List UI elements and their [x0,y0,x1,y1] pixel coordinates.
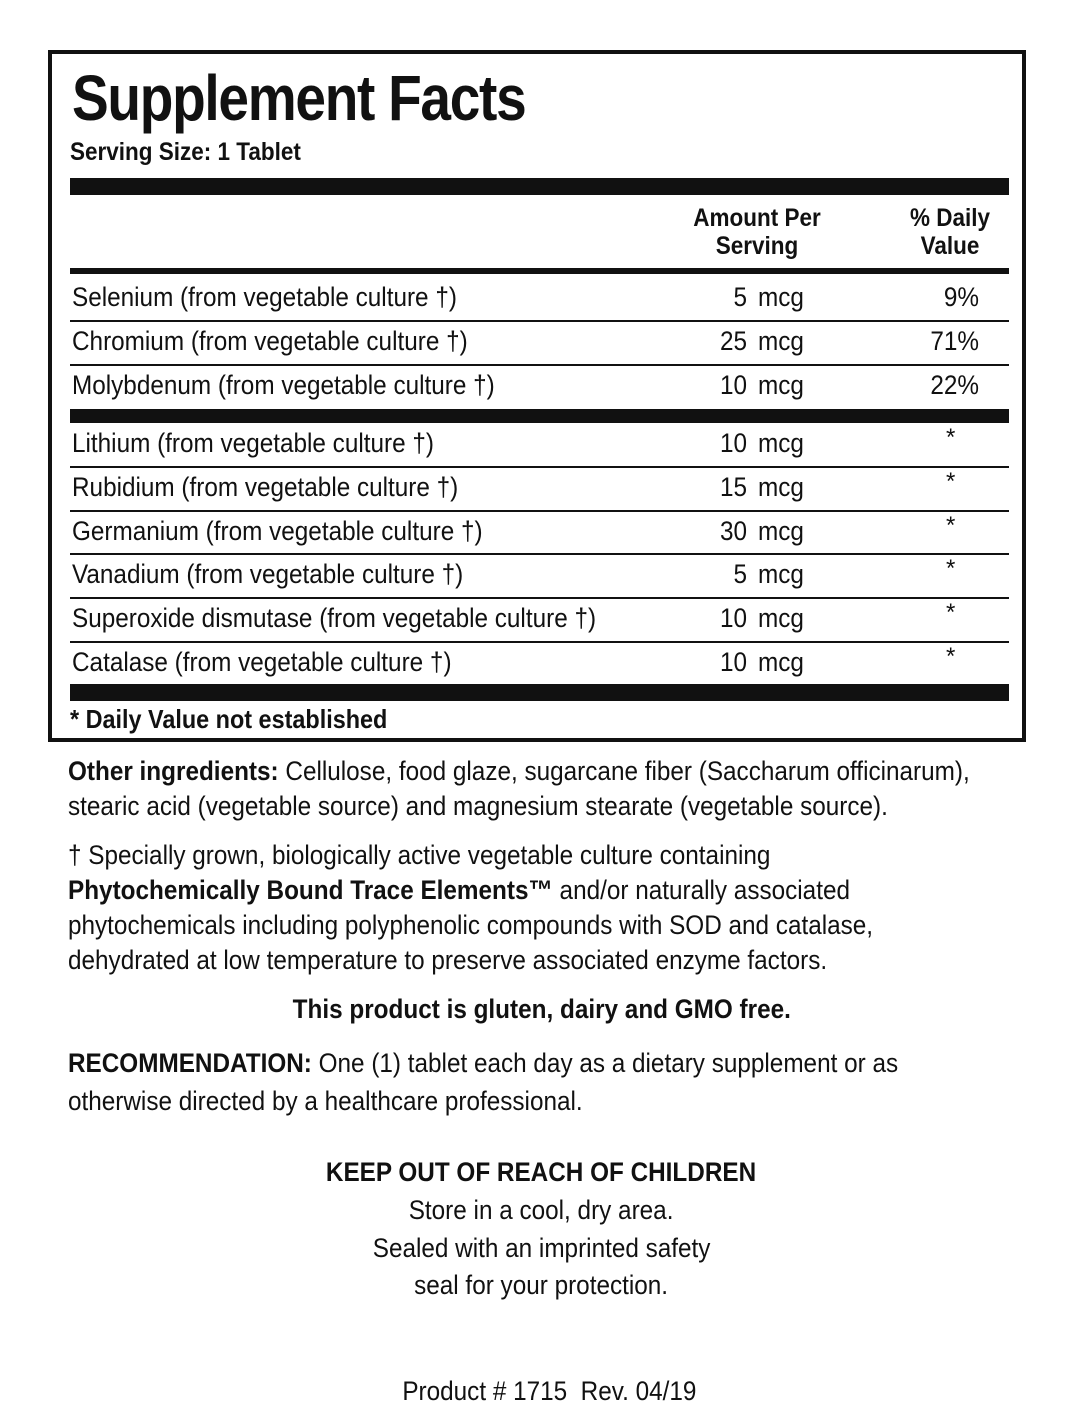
nutrient-row [70,276,1009,318]
nutrient-amount: 10 [719,603,747,633]
dagger-note-line2 [68,873,850,908]
recommendation-label: RECOMMENDATION: [68,1048,312,1078]
nutrient-row [70,364,1009,406]
product-number: Product # 1715 Rev. 04/19 [401,1376,697,1406]
nutrient-daily-value: * [946,424,956,451]
dagger-note-rest: and/or naturally associated [552,875,850,905]
daily-value-footnote: * Daily Value not established [70,704,388,734]
dagger-note-line4: dehydrated at low temperature to preserve associated enzyme factors. [68,945,828,975]
seal-line2: seal for your protection. [414,1270,669,1300]
nutrient-amount: 25 [719,326,747,356]
recommendation-line2: otherwise directed by a healthcare professional. [68,1086,583,1116]
nutrient-amount: 5 [733,559,747,589]
storage-line: Store in a cool, dry area. [409,1195,674,1225]
nutrient-daily-value: 9% [943,282,979,312]
other-ingredients-text: Cellulose, food glaze, sugarcane fiber (Saccharum officinarum), [285,756,970,786]
recommendation-text: One (1) tablet each day as a dietary supplement or as [311,1048,899,1078]
nutrient-unit: mcg [758,603,804,633]
nutrient-row [70,466,1009,508]
nutrient-name: Superoxide dismutase (from vegetable culture †) [72,603,597,633]
nutrient-row [70,320,1009,362]
nutrient-row [70,641,1009,683]
top-thick-divider [70,178,1009,195]
nutrient-row [70,597,1009,639]
supplement-facts-panel [48,50,1026,742]
nutrient-name: Catalase (from vegetable culture †) [72,647,452,677]
dagger-note-bold: Phytochemically Bound Trace Elements™ [68,875,553,905]
warning-heading: KEEP OUT OF REACH OF CHILDREN [326,1157,757,1187]
nutrient-name: Chromium (from vegetable culture †) [72,326,468,356]
nutrient-unit: mcg [758,472,804,502]
dagger-note-line3: phytochemicals including polyphenolic compounds with SOD and catalase, [68,910,874,940]
nutrient-name: Germanium (from vegetable culture †) [72,516,483,546]
nutrient-amount: 10 [719,370,747,400]
nutrient-unit: mcg [758,647,804,677]
nutrient-amount: 5 [733,282,747,312]
bottom-thick-divider [70,684,1009,701]
daily-value-header: % Daily Value [909,204,991,260]
header-divider [70,268,1009,274]
nutrient-daily-value: * [946,599,956,626]
other-ingredients-line2: stearic acid (vegetable source) and magnesium stearate (vegetable source). [68,791,888,821]
nutrient-daily-value: * [946,512,956,539]
nutrient-row [70,422,1009,464]
nutrient-name: Molybdenum (from vegetable culture †) [72,370,495,400]
amount-per-serving-header: Amount Per Serving [693,204,821,260]
nutrient-row [70,553,1009,595]
nutrient-unit: mcg [758,428,804,458]
nutrient-amount: 15 [719,472,747,502]
nutrient-amount: 30 [719,516,747,546]
nutrient-amount: 10 [719,428,747,458]
nutrient-name: Rubidium (from vegetable culture †) [72,472,459,502]
facts-title: Supplement Facts [72,62,526,134]
nutrient-name: Selenium (from vegetable culture †) [72,282,457,312]
nutrient-daily-value: * [946,468,956,495]
nutrient-unit: mcg [758,282,804,312]
group-divider [70,409,1009,423]
nutrient-daily-value: * [946,643,956,670]
serving-size: Serving Size: 1 Tablet [70,138,301,166]
nutrient-unit: mcg [758,559,804,589]
other-ingredients-label: Other ingredients: [68,756,279,786]
nutrient-name: Lithium (from vegetable culture †) [72,428,434,458]
nutrient-name: Vanadium (from vegetable culture †) [72,559,464,589]
nutrient-amount: 10 [719,647,747,677]
nutrient-daily-value: 22% [930,370,979,400]
other-ingredients-line1 [68,754,970,789]
allergen-statement: This product is gluten, dairy and GMO free. [292,994,791,1024]
dagger-note-line1: † Specially grown, biologically active vegetable culture containing [68,840,771,870]
nutrient-unit: mcg [758,516,804,546]
nutrient-unit: mcg [758,326,804,356]
nutrient-daily-value: * [946,555,956,582]
seal-line1: Sealed with an imprinted safety [372,1233,711,1263]
nutrient-row [70,510,1009,552]
nutrient-unit: mcg [758,370,804,400]
nutrient-daily-value: 71% [930,326,979,356]
recommendation-line1 [68,1046,898,1081]
